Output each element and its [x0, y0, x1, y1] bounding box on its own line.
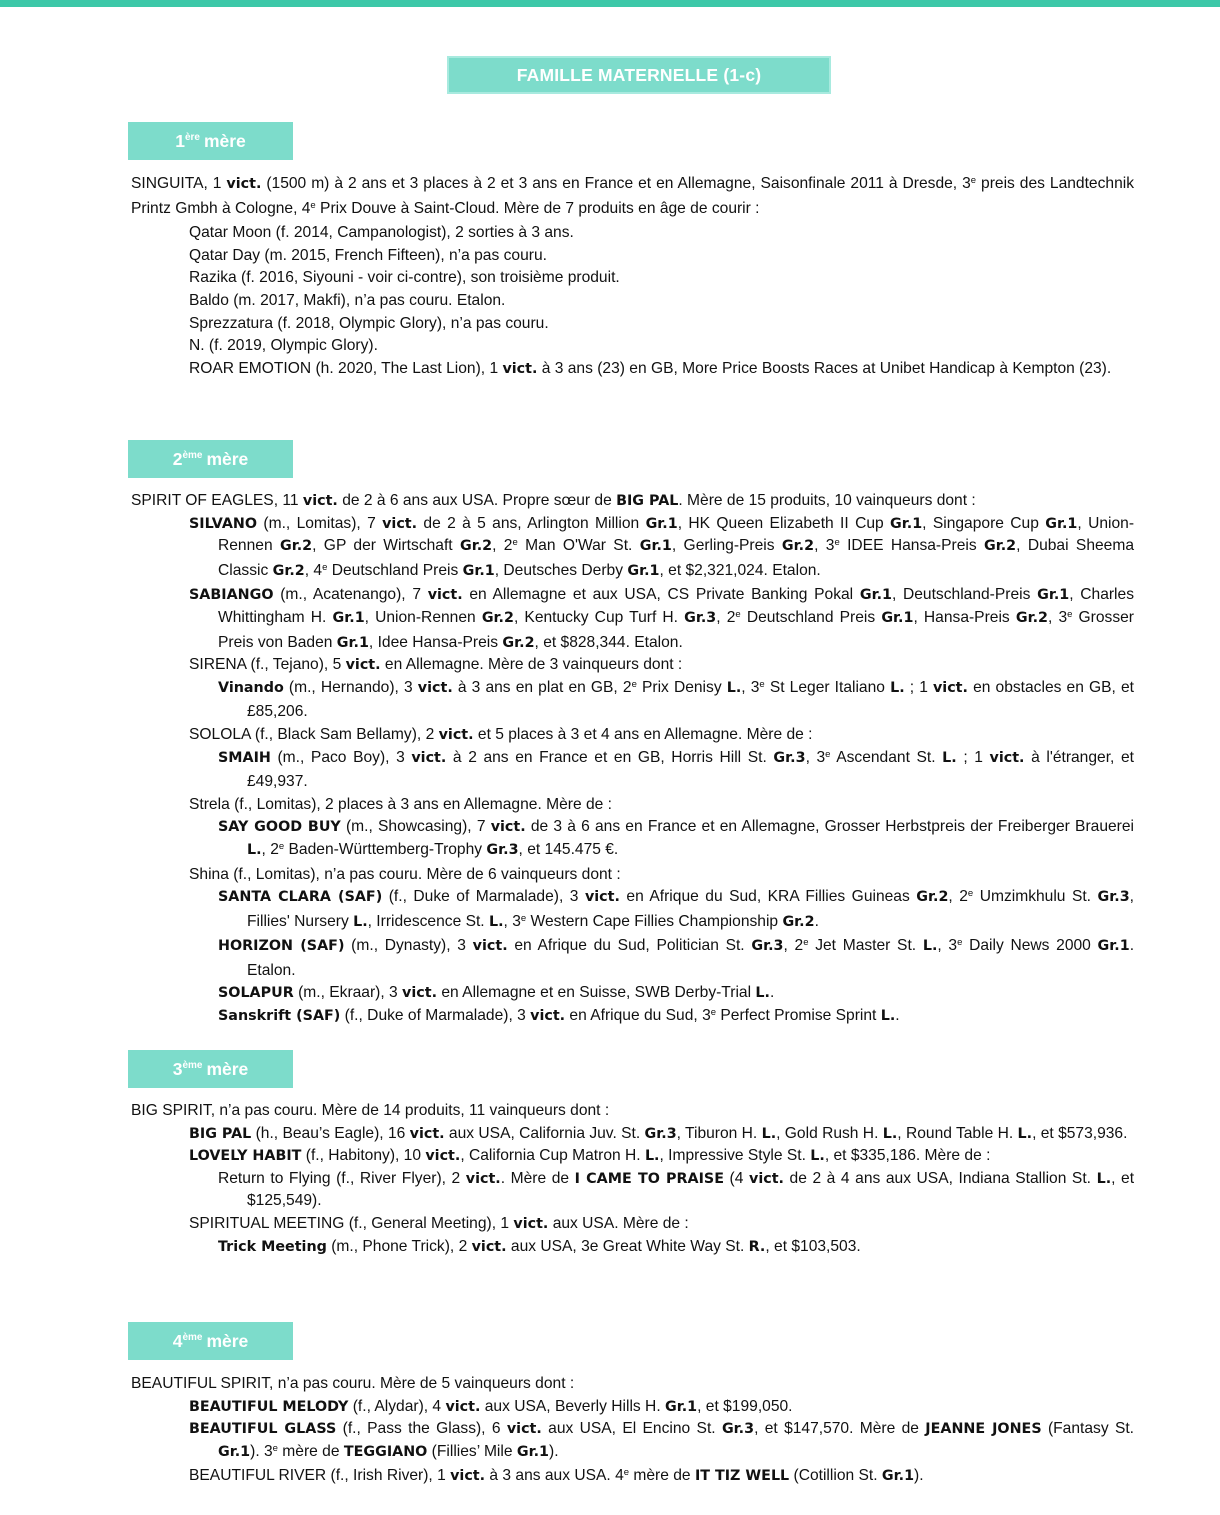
offspring-entry: Qatar Day (m. 2015, French Fifteen), n’a pas couru.	[189, 246, 547, 264]
offspring-entry: SOLOLA (f., Black Sam Bellamy), 2 vict. et 5 places à 3 et 4 ans en Allemagne. Mère de :	[189, 725, 813, 743]
offspring-entry: Sprezzatura (f. 2018, Olympic Glory), n’a pas couru.	[189, 314, 549, 332]
section-label-2	[128, 440, 293, 478]
offspring-entry: BEAUTIFUL MELODY (f., Alydar), 4 vict. aux USA, Beverly Hills H. Gr.1, et $199,050.	[189, 1397, 793, 1415]
dam-entry: SINGUITA, 1 vict. (1500 m) à 2 ans et 3 places à 2 et 3 ans en France et en Allemagne, Saisonfinale 2011 à Dresde, 3e preis des Landtechnik Printz Gmbh à Cologne, 4e Prix Douve à Saint-Cloud. Mère de 7 produits en âge de courir :	[131, 175, 1134, 217]
offspring-entry: HORIZON (SAF) (m., Dynasty), 3 vict. en Afrique du Sud, Politician St. Gr.3, 2e Jet Master St. L., 3e Daily News 2000 Gr.1. Etalon.	[218, 937, 1135, 979]
dam-entry: BIG SPIRIT, n’a pas couru. Mère de 14 produits, 11 vainqueurs dont :	[131, 1102, 610, 1119]
section-ordinal: ème	[182, 1331, 203, 1343]
section-label-4	[128, 1322, 293, 1360]
page-title: FAMILLE MATERNELLE (1-c)	[447, 56, 831, 94]
offspring-entry: BEAUTIFUL GLASS (f., Pass the Glass), 6 vict. aux USA, El Encino St. Gr.3, et $147,570. Mère de JEANNE JONES (Fantasy St. Gr.1). 3e mère de TEGGIANO (Fillies’ Mile Gr.1).	[189, 1420, 1135, 1460]
section-word: mère	[206, 448, 249, 469]
section-ordinal: ème	[182, 1059, 203, 1071]
offspring-entry: BIG PAL (h., Beau’s Eagle), 16 vict. aux USA, California Juv. St. Gr.3, Tiburon H. L., Gold Rush H. L., Round Table H. L., et $573,936.	[189, 1124, 1128, 1142]
offspring-entry: Vinando (m., Hernando), 3 vict. à 3 ans en plat en GB, 2e Prix Denisy L., 3e St Leger Italiano L. ; 1 vict. en obstacles en GB, et £85,206.	[218, 678, 1134, 721]
offspring-entry: SMAIH (m., Paco Boy), 3 vict. à 2 ans en France et en GB, Horris Hill St. Gr.3, 3e Ascendant St. L. ; 1 vict. à l'étranger, et £49,937.	[218, 748, 1134, 791]
section-word: mère	[203, 130, 246, 151]
top-accent-bar	[0, 0, 1220, 7]
offspring-entry: ROAR EMOTION (h. 2020, The Last Lion), 1 vict. à 3 ans (23) en GB, More Price Boosts Races at Unibet Handicap à Kempton (23).	[189, 359, 1112, 377]
offspring-entry: N. (f. 2019, Olympic Glory).	[189, 337, 378, 355]
section-label-1	[128, 122, 293, 160]
offspring-entry: SANTA CLARA (SAF) (f., Duke of Marmalade), 3 vict. en Afrique du Sud, KRA Fillies Guineas Gr.2, 2e Umzimkhulu St. Gr.3, Fillies' Nursery L., Irridescence St. L., 3e Western Cape Fillies Championship Gr.2.	[218, 888, 1134, 930]
offspring-entry: Qatar Moon (f. 2014, Campanologist), 2 sorties à 3 ans.	[189, 224, 574, 242]
section-number: 4	[172, 1330, 183, 1351]
section-label-3	[128, 1050, 293, 1088]
section-word: mère	[206, 1058, 249, 1079]
section-body-4	[131, 1373, 1134, 1490]
section-body-1	[131, 173, 1134, 380]
offspring-entry: Return to Flying (f., River Flyer), 2 vict.. Mère de I CAME TO PRAISE (4 vict. de 2 à 4 ans aux USA, Indiana Stallion St. L., et $125,549).	[218, 1169, 1135, 1210]
section-body-3	[131, 1100, 1134, 1258]
offspring-entry: SPIRITUAL MEETING (f., General Meeting), 1 vict. aux USA. Mère de :	[189, 1214, 689, 1232]
offspring-entry: SIRENA (f., Tejano), 5 vict. en Allemagne. Mère de 3 vainqueurs dont :	[189, 656, 683, 674]
offspring-entry: SABIANGO (m., Acatenango), 7 vict. en Allemagne et aux USA, CS Private Banking Pokal Gr.1, Deutschland-Preis Gr.1, Charles Whittingham H. Gr.1, Union-Rennen Gr.2, Kentucky Cup Turf H. Gr.3, 2e Deutschland Preis Gr.1, Hansa-Preis Gr.2, 3e Grosser Preis von Baden Gr.1, Idee Hansa-Preis Gr.2, et $828,344. Etalon.	[189, 586, 1135, 651]
section-number: 3	[172, 1058, 183, 1079]
offspring-entry: Razika (f. 2016, Siyouni - voir ci-contre), son troisième produit.	[189, 269, 620, 287]
offspring-entry: Trick Meeting (m., Phone Trick), 2 vict. aux USA, 3e Great White Way St. R., et $103,503.	[218, 1237, 861, 1255]
offspring-entry: SILVANO (m., Lomitas), 7 vict. de 2 à 5 ans, Arlington Million Gr.1, HK Queen Elizabeth II Cup Gr.1, Singapore Cup Gr.1, Union-Rennen Gr.2, GP der Wirtschaft Gr.2, 2e Man O'War St. Gr.1, Gerling-Preis Gr.2, 3e IDEE Hansa-Preis Gr.2, Dubai Sheema Classic Gr.2, 4e Deutschland Preis Gr.1, Deutsches Derby Gr.1, et $2,321,024. Etalon.	[189, 514, 1135, 579]
offspring-entry: LOVELY HABIT (f., Habitony), 10 vict., California Cup Matron H. L., Impressive Style St. L., et $335,186. Mère de :	[189, 1147, 991, 1165]
offspring-entry: Strela (f., Lomitas), 2 places à 3 ans en Allemagne. Mère de :	[189, 795, 612, 813]
offspring-entry: SAY GOOD BUY (m., Showcasing), 7 vict. de 3 à 6 ans en France et en Allemagne, Grosser Herbstpreis der Freiberger Brauerei L., 2e Baden-Württemberg-Trophy Gr.3, et 145.475 €.	[218, 818, 1134, 858]
section-ordinal: ère	[184, 131, 200, 143]
section-word: mère	[206, 1330, 249, 1351]
dam-entry: SPIRIT OF EAGLES, 11 vict. de 2 à 6 ans aux USA. Propre sœur de BIG PAL. Mère de 15 produits, 10 vainqueurs dont :	[131, 492, 976, 509]
offspring-entry: BEAUTIFUL RIVER (f., Irish River), 1 vict. à 3 ans aux USA. 4e mère de IT TIZ WELL (Cotillion St. Gr.1).	[189, 1467, 924, 1485]
section-ordinal: ème	[182, 449, 203, 461]
offspring-entry: Baldo (m. 2017, Makfi), n’a pas couru. Etalon.	[189, 291, 506, 309]
section-number: 2	[172, 448, 183, 469]
section-body-2	[131, 490, 1134, 1030]
offspring-entry: SOLAPUR (m., Ekraar), 3 vict. en Allemagne et en Suisse, SWB Derby-Trial L..	[218, 984, 775, 1002]
offspring-entry: Sanskrift (SAF) (f., Duke of Marmalade), 3 vict. en Afrique du Sud, 3e Perfect Promise Sprint L..	[218, 1007, 900, 1025]
dam-entry: BEAUTIFUL SPIRIT, n’a pas couru. Mère de 5 vainqueurs dont :	[131, 1375, 575, 1392]
section-number: 1	[175, 130, 185, 151]
offspring-entry: Shina (f., Lomitas), n’a pas couru. Mère de 6 vainqueurs dont :	[189, 865, 621, 883]
